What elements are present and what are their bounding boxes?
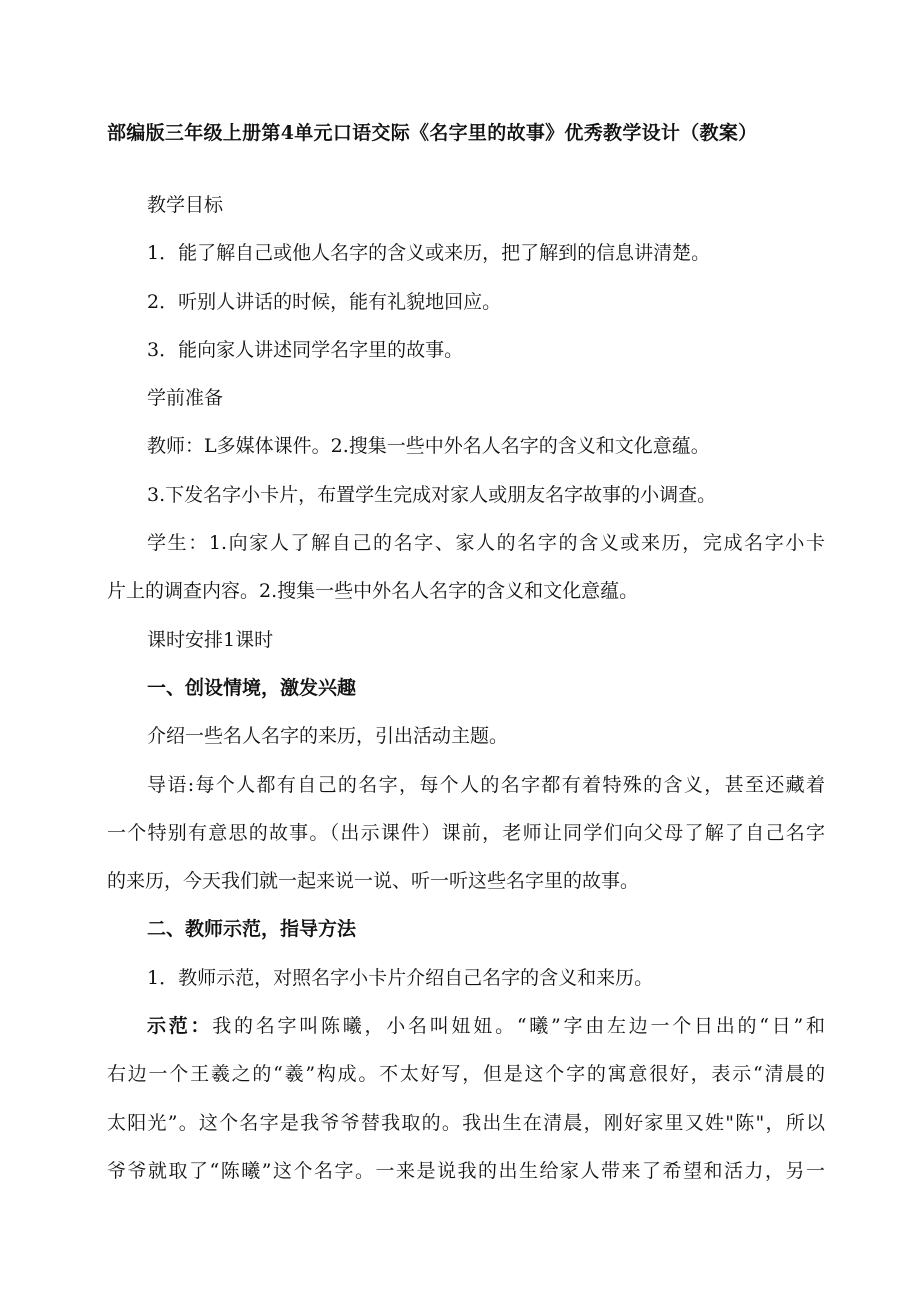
demo-line-4: 爷爷就取了“陈曦”这个名字。一来是说我的出生给家人带来了希望和活力，另一 bbox=[107, 1159, 825, 1182]
document-title: 部编版三年级上册第4单元口语交际《名字里的故事》优秀教学设计（教案） bbox=[107, 122, 758, 144]
section1-guide-line-2: 一个特别有意思的故事。（出示课件）课前，老师让同学们向父母了解了自己名字 bbox=[107, 821, 825, 844]
goal-item-1: 1．能了解自己或他人名字的含义或来历，把了解到的信息讲清楚。 bbox=[147, 242, 711, 265]
section2-heading: 二、教师示范，指导方法 bbox=[147, 918, 357, 941]
section1-guide-line-1: 导语:每个人都有自己的名字，每个人的名字都有着特殊的含义，甚至还藏着 bbox=[147, 773, 825, 796]
prep-student-line-1: 学生：1.向家人了解自己的名字、家人的名字的含义或来历，完成名字小卡 bbox=[147, 532, 825, 555]
demo-text-1: 我的名字叫陈曦，小名叫妞妞。“曦”字由左边一个日出的“日”和 bbox=[212, 1015, 825, 1038]
goal-item-3: 3．能向家人讲述同学名字里的故事。 bbox=[147, 338, 464, 361]
demo-line-3: 太阳光”。这个名字是我爷爷替我取的。我出生在清晨，刚好家里又姓"陈"，所以 bbox=[107, 1111, 825, 1134]
demo-line-1 bbox=[107, 1002, 825, 1050]
goals-heading: 教学目标 bbox=[147, 194, 224, 216]
demo-line-2: 右边一个王羲之的“羲”构成。不太好写，但是这个字的寓意很好，表示“清晨的 bbox=[107, 1063, 825, 1086]
schedule: 课时安排1课时 bbox=[147, 628, 274, 651]
section2-item-1: 1．教师示范，对照名字小卡片介绍自己名字的含义和来历。 bbox=[147, 966, 654, 989]
section1-heading: 一、创设情境，激发兴趣 bbox=[147, 676, 357, 699]
goal-item-2: 2．听别人讲话的时候，能有礼貌地回应。 bbox=[147, 290, 502, 313]
demo-label: 示范： bbox=[147, 1015, 213, 1038]
section1-guide-line-3: 的来历，今天我们就一起来说一说、听一听这些名字里的故事。 bbox=[107, 870, 640, 893]
prep-heading: 学前准备 bbox=[147, 387, 224, 410]
prep-teacher-3: 3.下发名字小卡片，布置学生完成对家人或朋友名字故事的小调查。 bbox=[147, 483, 717, 506]
document-body bbox=[107, 181, 825, 1195]
prep-teacher: 教师：L多媒体课件。2.搜集一些中外名人名字的含义和文化意蕴。 bbox=[147, 435, 710, 458]
section1-intro: 介绍一些名人名字的来历，引出活动主题。 bbox=[147, 725, 509, 748]
prep-student-line-2: 片上的调查内容。2.搜集一些中外名人名字的含义和文化意蕴。 bbox=[107, 580, 639, 603]
